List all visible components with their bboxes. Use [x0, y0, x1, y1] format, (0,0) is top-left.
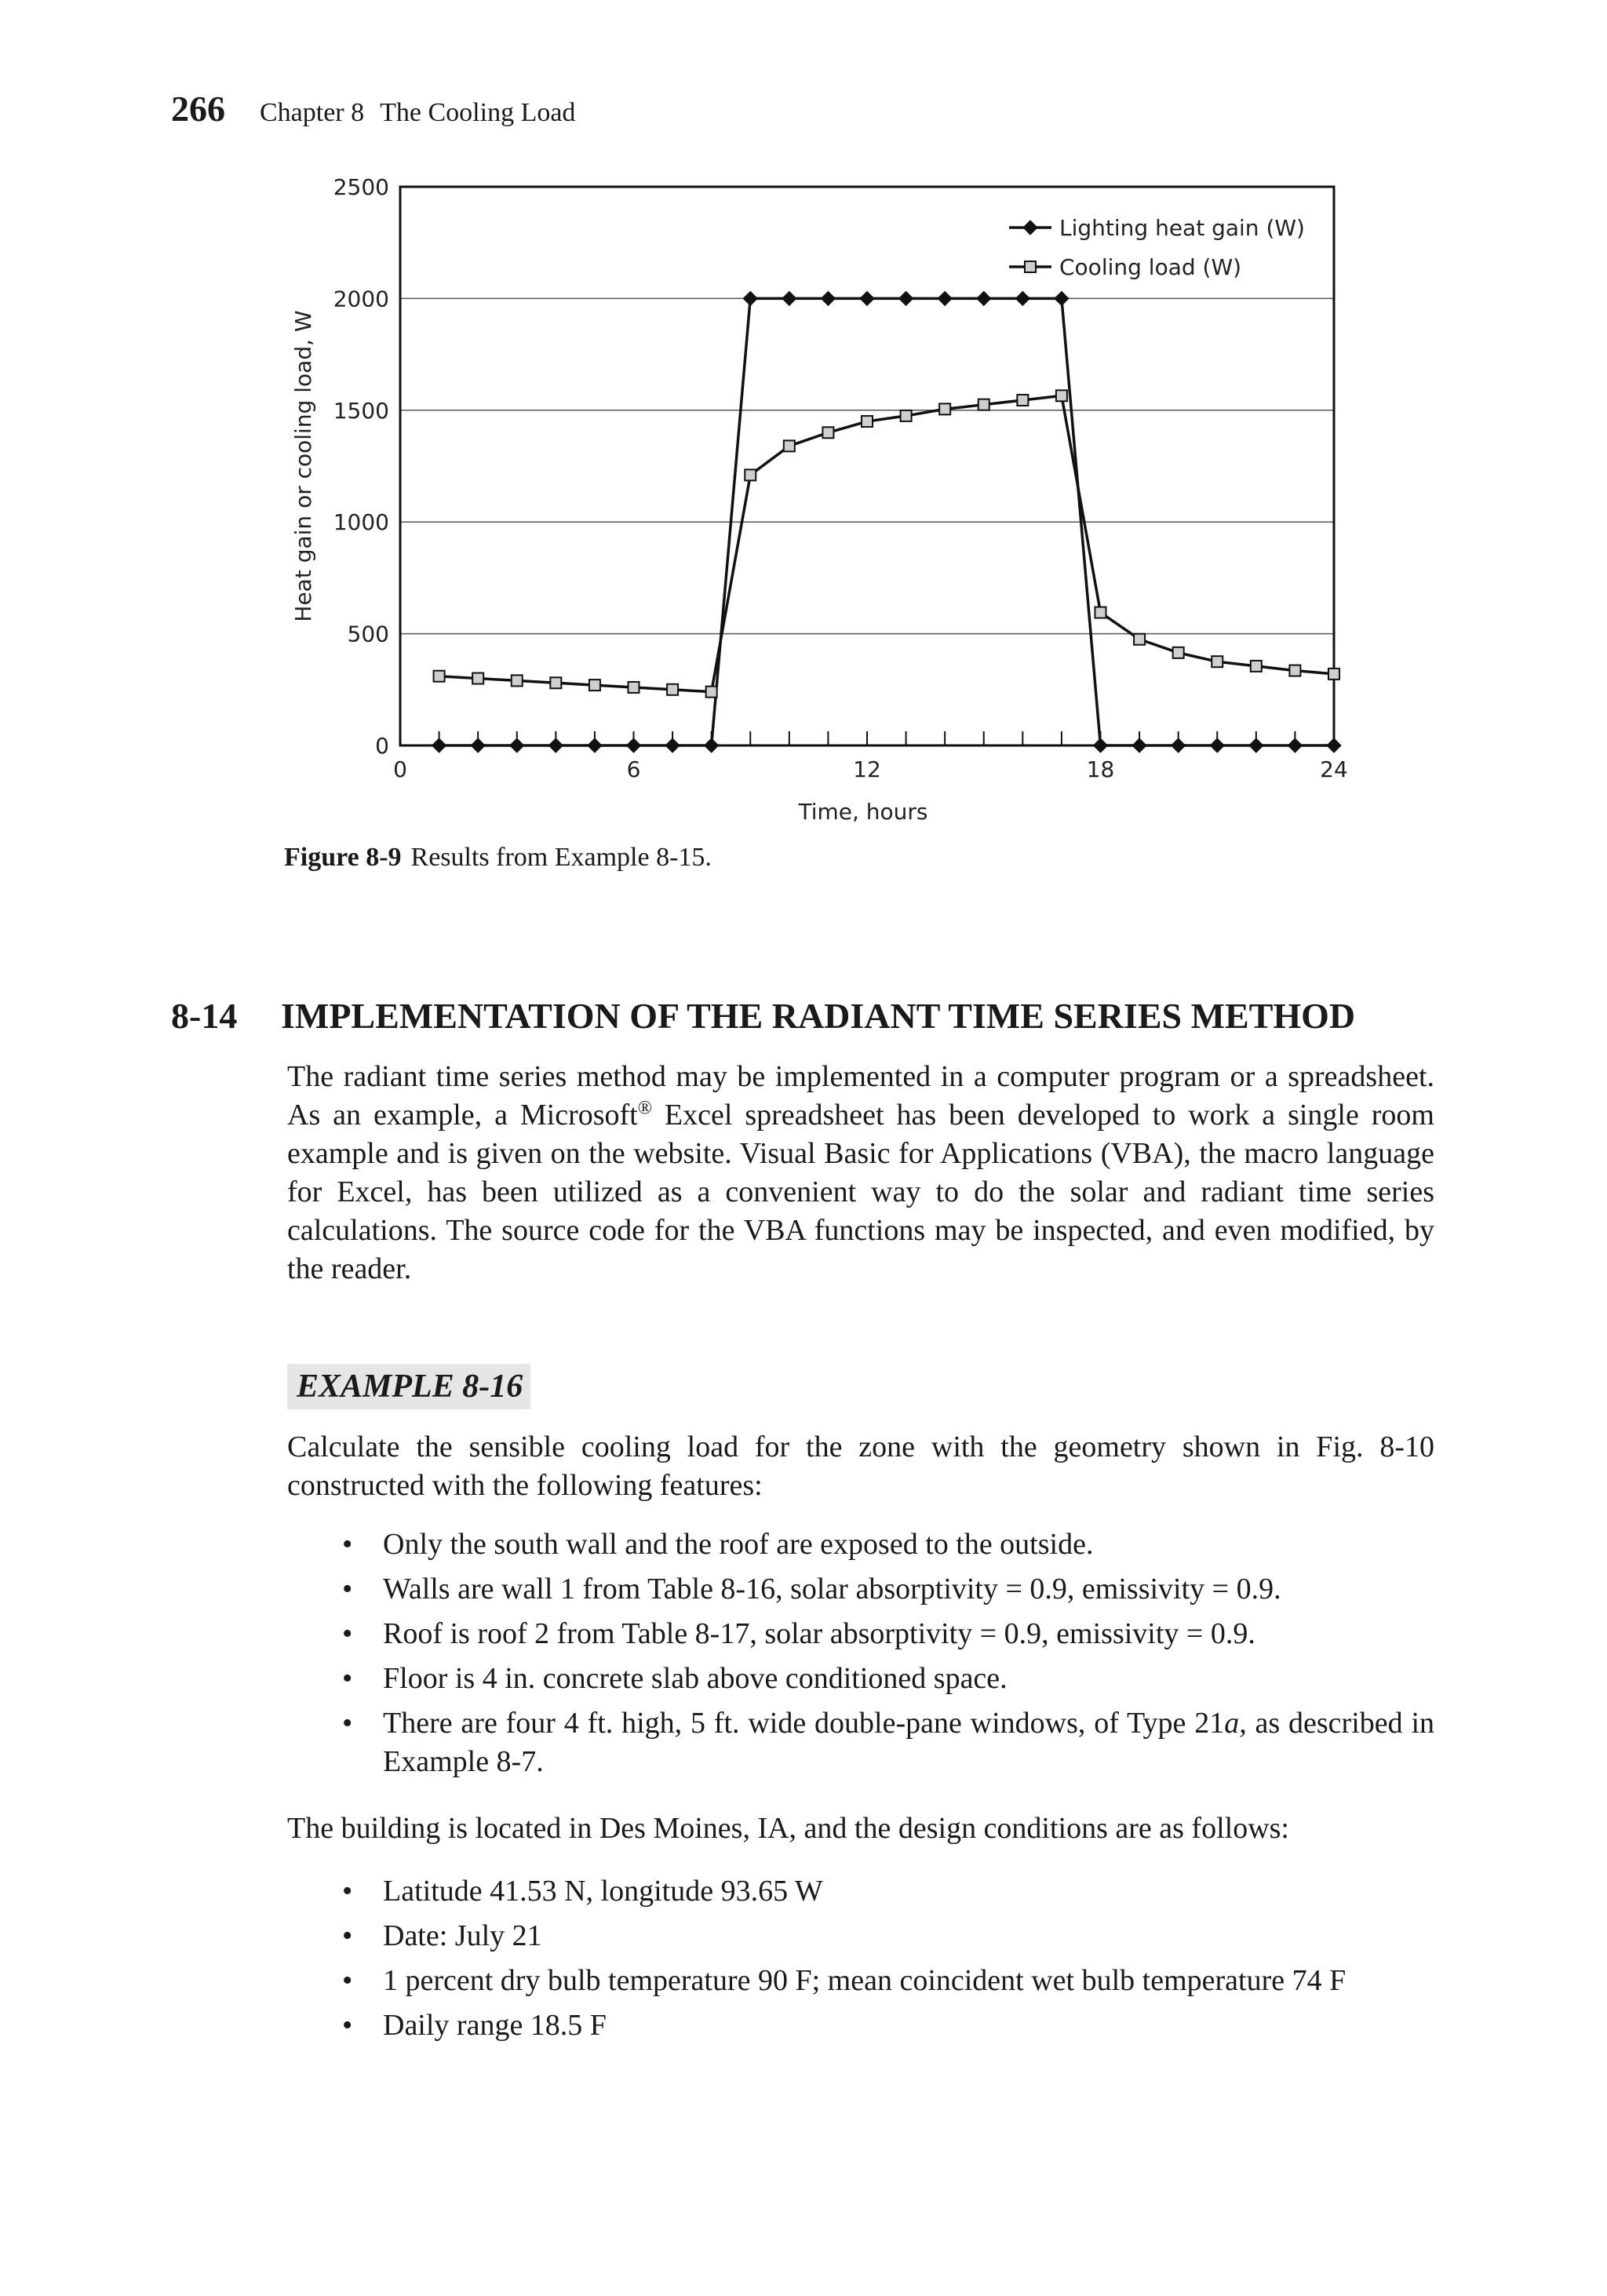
data-point	[510, 738, 524, 753]
data-point	[548, 738, 563, 753]
cooling-series	[434, 390, 1339, 697]
x-tick-label: 12	[853, 756, 881, 782]
x-axis-tick-labels	[393, 756, 1348, 782]
data-point	[434, 671, 445, 682]
legend-label: Cooling load (W)	[1059, 254, 1242, 280]
conditions-list	[287, 1872, 1434, 2051]
data-point	[1328, 669, 1339, 680]
data-point	[860, 291, 874, 305]
data-point	[1134, 634, 1145, 645]
data-point	[784, 440, 795, 451]
list-item: • Roof is roof 2 from Table 8-17, solar absorptivity = 0.9, emissivity = 0.9.	[287, 1615, 1434, 1653]
data-point	[821, 291, 835, 305]
data-point	[1288, 738, 1302, 753]
y-tick-label: 0	[375, 733, 389, 759]
bullet: •	[342, 1919, 353, 1952]
data-point	[978, 399, 989, 410]
legend-marker	[1025, 261, 1036, 272]
y-tick-label: 2000	[333, 286, 389, 312]
section-heading	[171, 995, 1355, 1037]
running-head	[171, 88, 575, 129]
data-point	[938, 291, 952, 305]
section-paragraph	[287, 1058, 1434, 1288]
list-item: • Walls are wall 1 from Table 8-16, solar absorptivity = 0.9, emissivity = 0.9.	[287, 1570, 1434, 1609]
example-intro: Calculate the sensible cooling load for the zone with the geometry shown in Fig. 8-10 constructed with the following features:	[287, 1430, 1434, 1502]
bullet: •	[342, 1528, 353, 1561]
registered-mark: ®	[637, 1098, 652, 1119]
bullet: •	[342, 2009, 353, 2042]
data-point	[667, 684, 678, 695]
list-item: • Floor is 4 in. concrete slab above conditioned space.	[287, 1660, 1434, 1698]
y-tick-label: 1500	[333, 397, 389, 424]
data-point	[705, 738, 719, 753]
paragraph-part-2: Excel spreadsheet has been developed to work a single room example and is given on the website. Visual Basic for Applications (VBA), the macro language for Excel, has been utilized as a convenient way to do the solar and radiant time series calculations. The source code for the VBA functions may be inspected, and even modified, by the reader.	[287, 1099, 1434, 1285]
legend-marker	[1023, 220, 1037, 235]
data-point	[1172, 738, 1186, 753]
list-item: • There are four 4 ft. high, 5 ft. wide double-pane windows, of Type 21a, as described in Example 8-7.	[287, 1704, 1434, 1781]
data-point	[1249, 738, 1263, 753]
data-point	[1173, 647, 1184, 658]
series-line	[439, 395, 1334, 691]
data-point	[432, 738, 446, 753]
bullet: •	[342, 1617, 353, 1650]
x-axis-ticks	[439, 731, 1295, 745]
example-heading: EXAMPLE 8-16	[287, 1364, 530, 1409]
figure-caption	[284, 843, 712, 873]
bullet: •	[342, 1964, 353, 1997]
feature-list	[287, 1525, 1434, 1788]
data-point	[1289, 665, 1300, 676]
chapter-title: The Cooling Load	[380, 98, 576, 127]
bullet: •	[342, 1573, 353, 1605]
chart-legend	[1009, 215, 1305, 280]
data-point	[589, 680, 600, 691]
data-point	[588, 738, 602, 753]
data-point	[743, 291, 757, 305]
data-point	[782, 291, 796, 305]
data-point	[939, 403, 950, 414]
data-point	[627, 738, 641, 753]
data-point	[1094, 738, 1108, 753]
chapter-label: Chapter 8	[260, 98, 365, 127]
figure-caption-text: Results from Example 8-15.	[410, 843, 712, 872]
data-point	[629, 682, 640, 693]
data-point	[1212, 656, 1223, 667]
data-point	[822, 427, 833, 438]
list-item: • Daily range 18.5 F	[287, 2006, 1434, 2045]
data-point	[1055, 291, 1069, 305]
data-point	[745, 469, 756, 480]
data-point	[901, 410, 912, 421]
data-point	[471, 738, 485, 753]
bullet: •	[342, 1662, 353, 1695]
y-tick-label: 1000	[333, 509, 389, 536]
bullet: •	[342, 1707, 353, 1740]
data-point	[665, 738, 680, 753]
list-item: • Latitude 41.53 N, longitude 93.65 W	[287, 1872, 1434, 1911]
page-number: 266	[171, 89, 225, 129]
x-tick-label: 0	[393, 756, 407, 782]
y-tick-label: 2500	[333, 174, 389, 200]
data-point	[977, 291, 991, 305]
y-axis-label: Heat gain or cooling load, W	[290, 310, 316, 622]
data-point	[899, 291, 913, 305]
section-number: 8-14	[171, 996, 238, 1036]
paragraph-part-1: The radiant time series method may be implemented in a computer program or a spreadsheet. As an example, a Microsoft	[287, 1060, 1434, 1132]
conditions-intro: The building is located in Des Moines, IA, and the design conditions are as follows:	[287, 1812, 1289, 1845]
x-axis-label: Time, hours	[798, 799, 928, 825]
figure-caption-label: Figure 8-9	[284, 843, 402, 872]
data-point	[512, 675, 523, 686]
data-point	[1132, 738, 1146, 753]
x-tick-label: 24	[1320, 756, 1348, 782]
data-point	[1017, 395, 1028, 406]
data-point	[706, 687, 717, 698]
y-tick-label: 500	[347, 621, 389, 647]
data-point	[472, 673, 483, 684]
list-item: • Date: July 21	[287, 1917, 1434, 1955]
data-point	[1210, 738, 1224, 753]
y-axis-tick-labels	[333, 174, 389, 759]
data-point	[1327, 738, 1341, 753]
section-title: IMPLEMENTATION OF THE RADIANT TIME SERIES METHOD	[281, 996, 1356, 1036]
legend-label: Lighting heat gain (W)	[1059, 215, 1305, 241]
list-item: • 1 percent dry bulb temperature 90 F; mean coincident wet bulb temperature 74 F	[287, 1962, 1434, 2000]
x-tick-label: 18	[1086, 756, 1115, 782]
data-point	[1251, 661, 1262, 672]
figure-chart	[267, 165, 1365, 840]
data-point	[550, 677, 561, 688]
x-tick-label: 6	[626, 756, 641, 782]
data-point	[1056, 390, 1067, 401]
bullet: •	[342, 1875, 353, 1908]
data-point	[1095, 607, 1106, 618]
data-point	[862, 416, 873, 427]
chart-gridlines	[400, 298, 1334, 633]
data-point	[1015, 291, 1029, 305]
list-item: • Only the south wall and the roof are exposed to the outside.	[287, 1525, 1434, 1564]
